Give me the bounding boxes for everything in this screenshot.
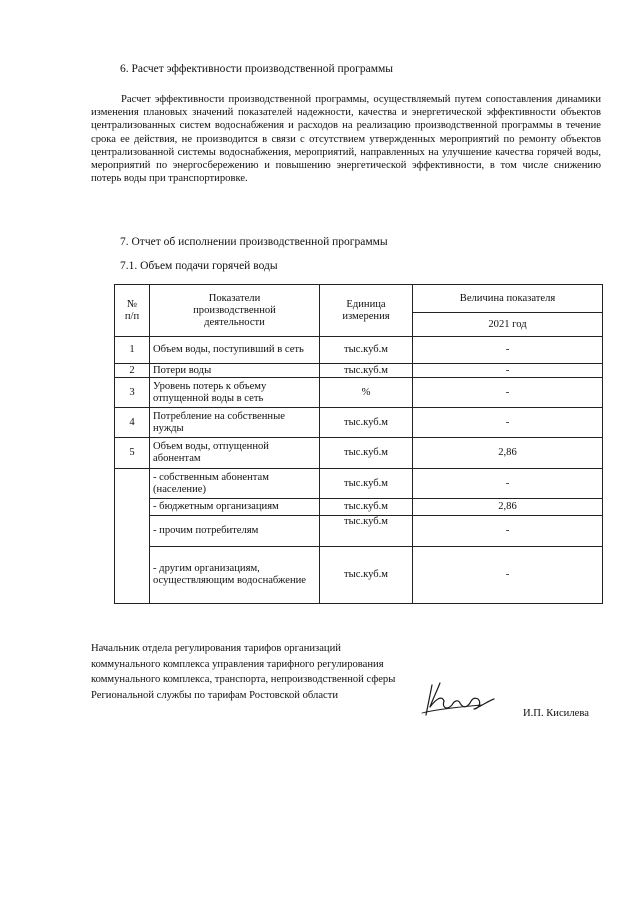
row-unit: тыс.куб.м: [320, 364, 413, 378]
row-unit: тыс.куб.м: [320, 499, 413, 516]
row-name: Уровень потерь к объему отпущенной воды в сеть: [150, 378, 320, 408]
section-6-title: 6. Расчет эффективности производственной программы: [120, 63, 394, 75]
section-6-paragraph-text: Расчет эффективности производственной программы, осуществляемый путем сопоставления динамики изменения плановых значений показателей надежности, качества и энергетической эффективности объектов централизованных систем водоснабжения и расходов на реализацию производственной программы в течение срока ее действия, не производится в связи с отсутствием утвержденных мероприятий по ремонту объектов централизованной системы водоснабжения, мероприятий, направленных на улучшение качества горячей воды, мероприятий по энергосбережению и повышению энергетической эффективности, в том числе снижению потерь воды при транспортировке.: [91, 94, 601, 185]
table-row: [115, 547, 603, 604]
table-row: [115, 408, 603, 438]
hot-water-volume-table: [114, 284, 603, 604]
row-unit: %: [320, 378, 413, 408]
section-6-paragraph: [91, 93, 601, 185]
row-num: 4: [115, 408, 150, 438]
row-name: Объем воды, поступивший в сеть: [150, 337, 320, 364]
row-value: -: [413, 378, 603, 408]
row-name: Объем воды, отпущенной абонентам: [150, 438, 320, 469]
row-value: -: [413, 364, 603, 378]
signatory-position: Начальник отдела регулирования тарифов организаций коммунального комплекса управления тарифного регулирования коммунального комплекса, транспорта, непроизводственной сферы Региональной службы по тарифам Ростовской области: [91, 643, 396, 701]
header-value: Величина показателя: [413, 285, 603, 313]
header-year: 2021 год: [413, 313, 603, 337]
row-name: Потребление на собственные нужды: [150, 408, 320, 438]
section-7-title: 7. Отчет об исполнении производственной программы: [120, 236, 388, 248]
signatory-name: И.П. Кисилева: [523, 708, 589, 719]
table-row: [115, 364, 603, 378]
row-unit: тыс.куб.м: [320, 408, 413, 438]
table-row: [115, 499, 603, 516]
row-value: -: [413, 337, 603, 364]
row-unit: тыс.куб.м: [320, 337, 413, 364]
table-header-row: [115, 285, 603, 313]
row-name: Потери воды: [150, 364, 320, 378]
table-row: [115, 516, 603, 547]
row-name: - собственным абонентам (население): [150, 469, 320, 499]
handwritten-signature: [418, 679, 498, 719]
row-num: 3: [115, 378, 150, 408]
row-value: 2,86: [413, 499, 603, 516]
row-unit: тыс.куб.м: [320, 438, 413, 469]
row-value: -: [413, 408, 603, 438]
table-row: [115, 438, 603, 469]
table-row: [115, 378, 603, 408]
table-row: [115, 469, 603, 499]
section-7-1-subtitle: 7.1. Объем подачи горячей воды: [120, 260, 278, 272]
row-value: -: [413, 547, 603, 604]
row-name: - прочим потребителям: [150, 516, 320, 547]
row-num-merged: [115, 469, 150, 604]
row-value: -: [413, 516, 603, 547]
row-value: 2,86: [413, 438, 603, 469]
row-name: - другим организациям, осуществляющим водоснабжение: [150, 547, 320, 604]
header-num: № п/п: [115, 285, 150, 337]
row-num: 2: [115, 364, 150, 378]
row-value: -: [413, 469, 603, 499]
header-unit: Единица измерения: [320, 285, 413, 337]
row-name: - бюджетным организациям: [150, 499, 320, 516]
table-row: [115, 337, 603, 364]
row-num: 5: [115, 438, 150, 469]
header-indicator: Показатели производственной деятельности: [150, 285, 320, 337]
row-unit: тыс.куб.м: [320, 469, 413, 499]
row-unit: тыс.куб.м: [320, 516, 413, 547]
row-num: 1: [115, 337, 150, 364]
row-unit: тыс.куб.м: [320, 547, 413, 604]
